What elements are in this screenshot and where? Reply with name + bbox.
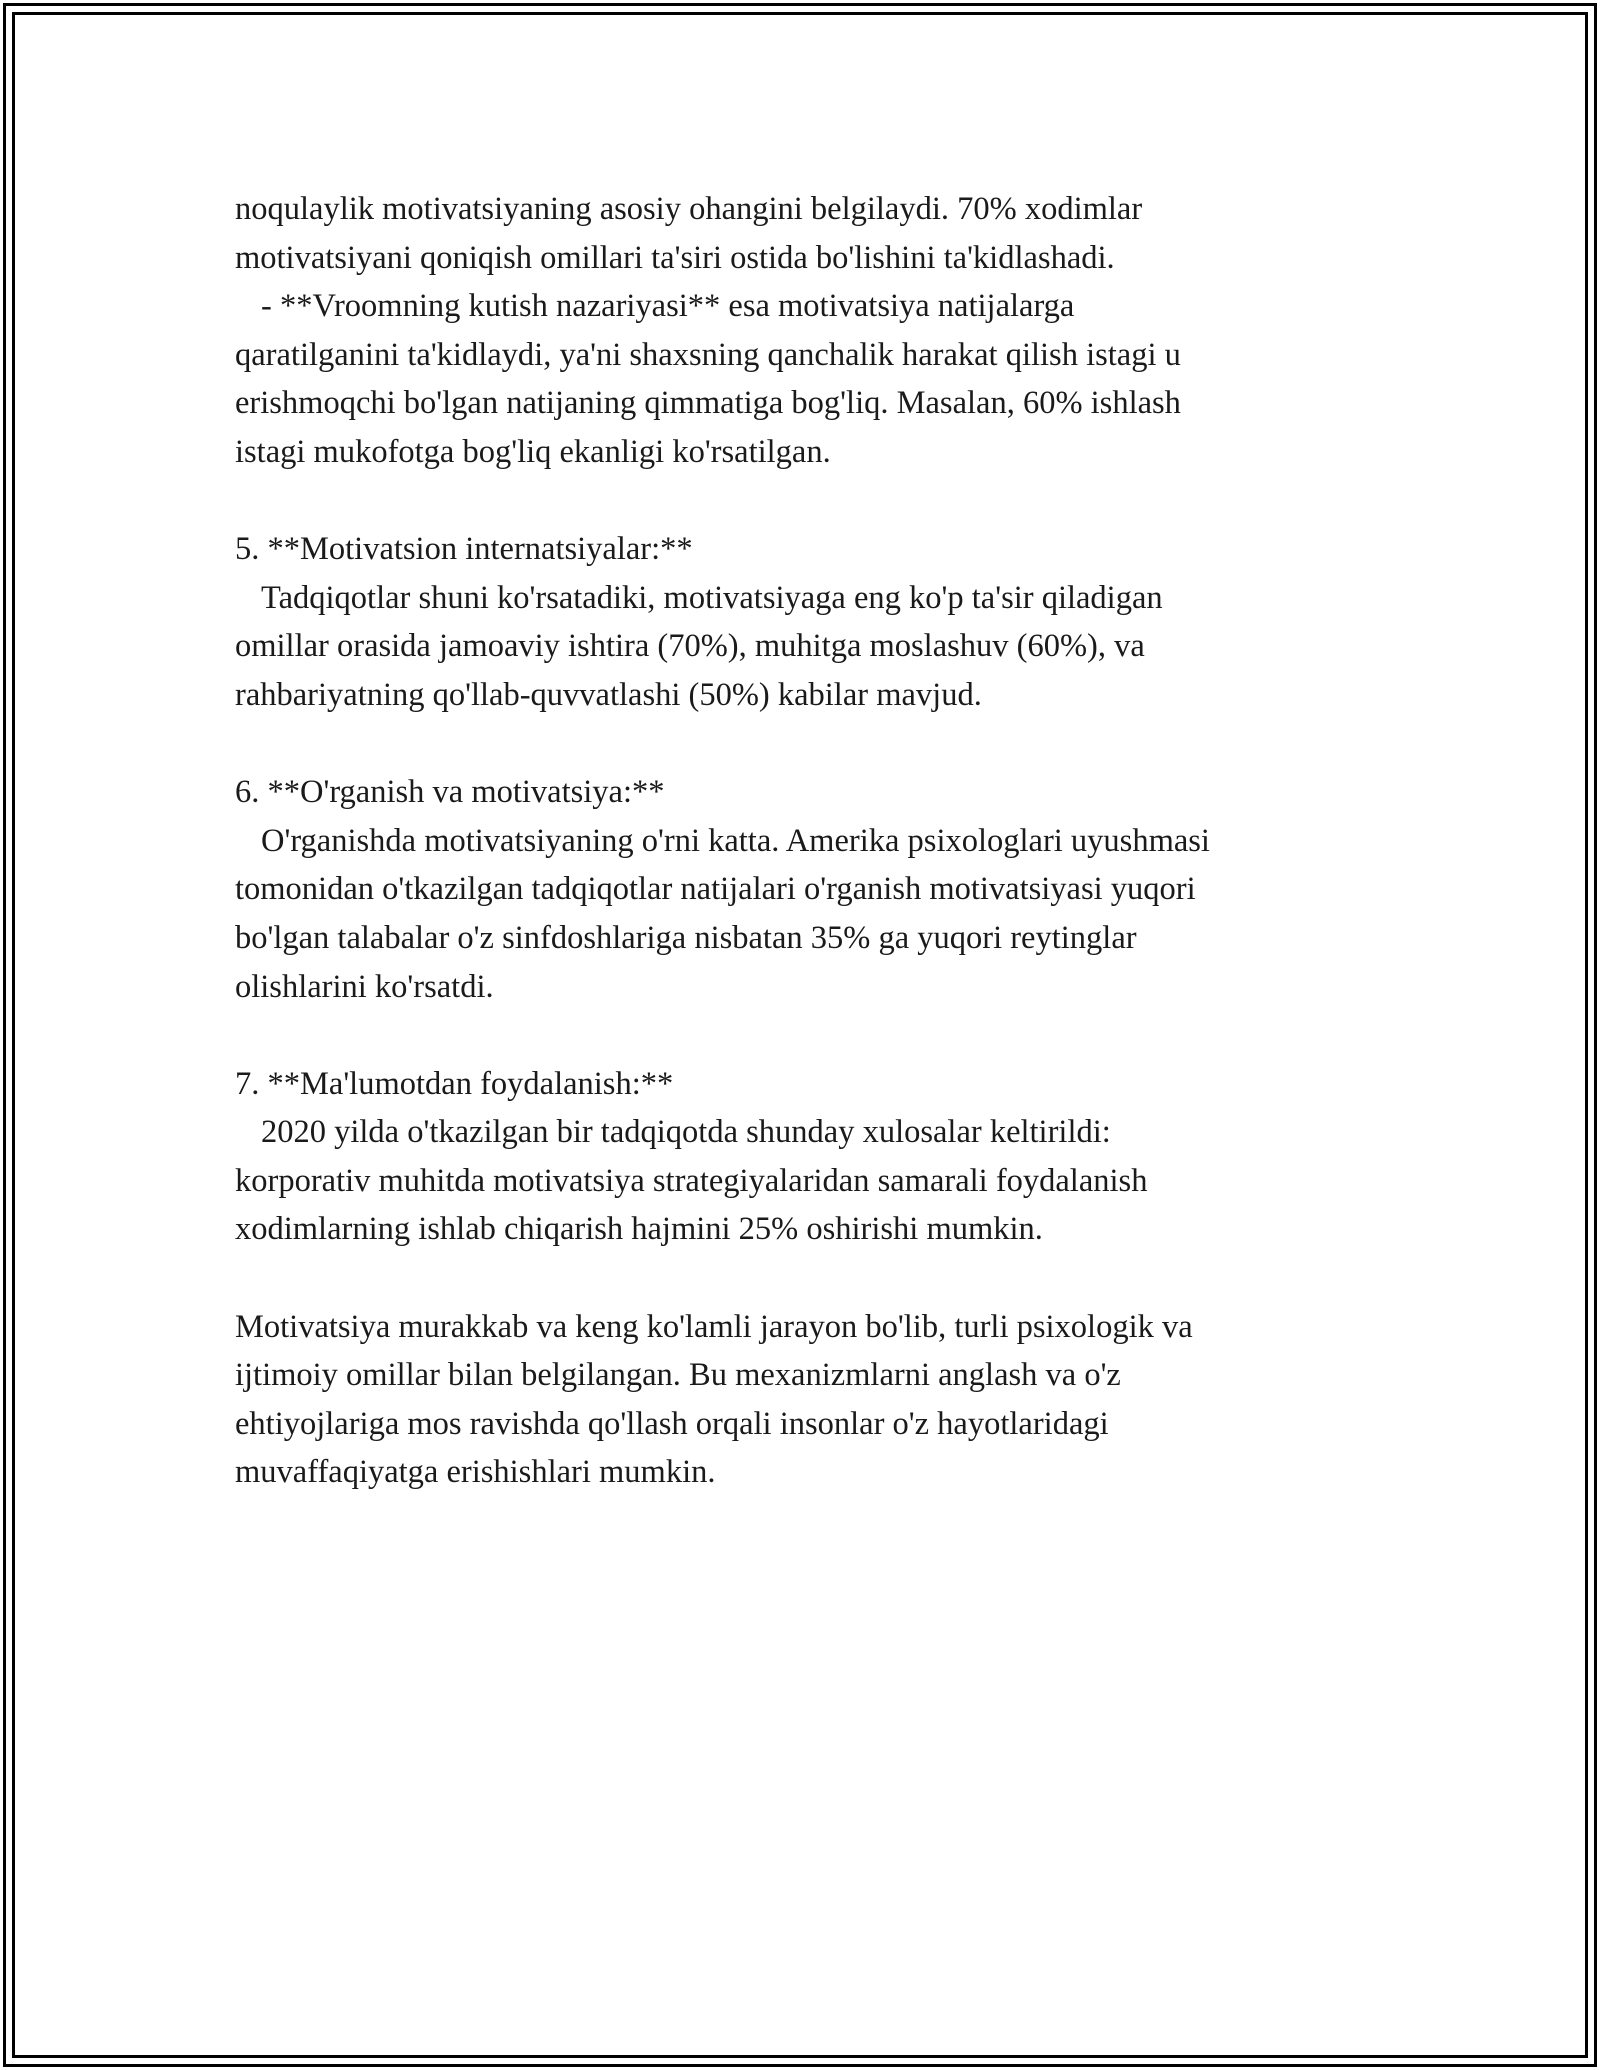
section-7-line: xodimlarning ishlab chiqarish hajmini 25% oshirishi mumkin. (235, 1211, 1043, 1248)
conclusion-line: ehtiyojlariga mos ravishda qo'llash orqali insonlar o'z hayotlaridagi (235, 1405, 1109, 1442)
paragraph-gap (235, 720, 1395, 769)
section-5-heading: 5. **Motivatsion internatsiyalar:** (235, 531, 693, 568)
section-6-heading: 6. **O'rganish va motivatsiya:** (235, 774, 665, 811)
paragraph-gap (235, 1011, 1395, 1060)
intro-line: noqulaylik motivatsiyaning asosiy ohangini belgilaydi. 70% xodimlar (235, 191, 1143, 227)
section-7-heading: 7. **Ma'lumotdan foydalanish:** (235, 1065, 674, 1102)
document-body (235, 185, 1395, 1497)
vroom-line: istagi mukofotga bog'liq ekanligi ko'rsatilgan. (235, 433, 831, 470)
section-5-line: Tadqiqotlar shuni ko'rsatadiki, motivatsiyaga eng ko'p ta'sir qiladigan (261, 579, 1163, 616)
vroom-bullet: - **Vroomning kutish nazariyasi** esa motivatsiya natijalarga (261, 288, 1075, 325)
intro-line: motivatsiyani qoniqish omillari ta'siri ostida bo'lishini ta'kidlashadi. (235, 239, 1115, 276)
paragraph-gap (235, 477, 1395, 526)
vroom-line: qaratilganini ta'kidlaydi, ya'ni shaxsning qanchalik harakat qilish istagi u (235, 336, 1181, 373)
section-6-line: bo'lgan talabalar o'z sinfdoshlariga nisbatan 35% ga yuqori reytinglar (235, 919, 1137, 956)
section-6-line: olishlarini ko'rsatdi. (235, 968, 494, 1005)
paragraph-gap (235, 1254, 1395, 1303)
section-7-line: 2020 yilda o'tkazilgan bir tadqiqotda shunday xulosalar keltirildi: (261, 1114, 1111, 1151)
conclusion-line: Motivatsiya murakkab va keng ko'lamli jarayon bo'lib, turli psixologik va (235, 1308, 1193, 1345)
section-7-line: korporativ muhitda motivatsiya strategiyalaridan samarali foydalanish (235, 1162, 1148, 1199)
vroom-line: erishmoqchi bo'lgan natijaning qimmatiga bog'liq. Masalan, 60% ishlash (235, 385, 1181, 422)
section-5-line: rahbariyatning qo'llab-quvvatlashi (50%) kabilar mavjud. (235, 676, 982, 713)
conclusion-line: ijtimoiy omillar bilan belgilangan. Bu mexanizmlarni anglash va o'z (235, 1357, 1121, 1394)
section-5-line: omillar orasida jamoaviy ishtira (70%), muhitga moslashuv (60%), va (235, 628, 1145, 665)
conclusion-line: muvaffaqiyatga erishishlari mumkin. (235, 1454, 716, 1491)
section-6-line: tomonidan o'tkazilgan tadqiqotlar natijalari o'rganish motivatsiyasi yuqori (235, 871, 1196, 908)
section-6-line: O'rganishda motivatsiyaning o'rni katta. Amerika psixologlari uyushmasi (261, 822, 1210, 859)
